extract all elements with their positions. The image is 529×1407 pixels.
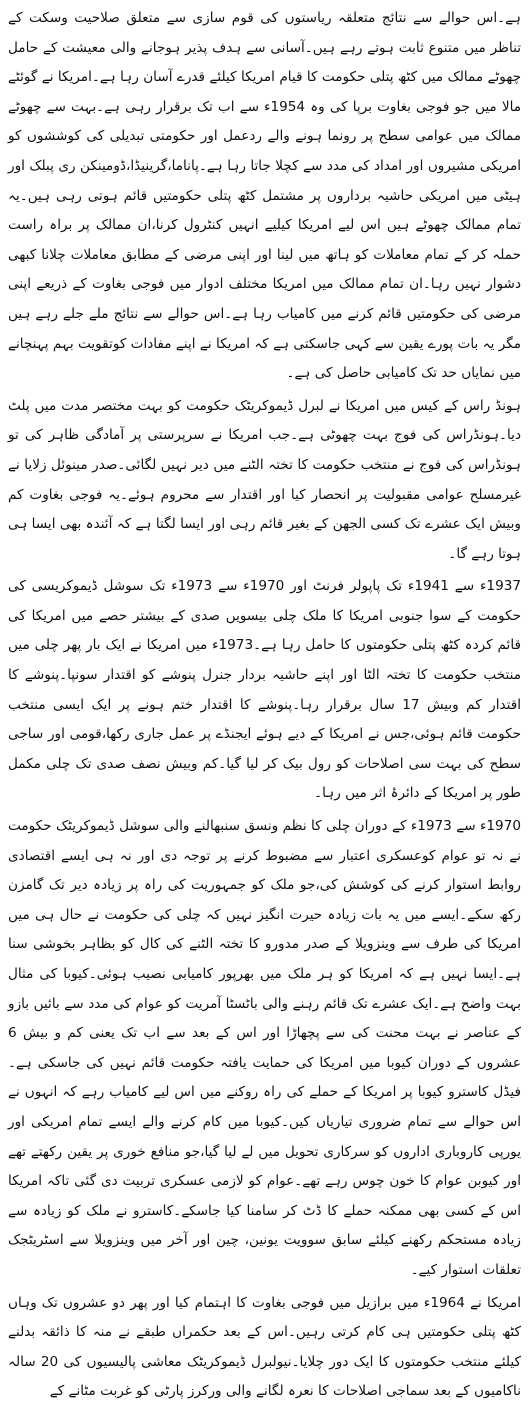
article-paragraph: 1970ء سے 1973ء کے دوران چلی کا نظم ونسق سنبھالنے والی سوشل ڈیموکریٹک حکومت نے نہ تو عوام کوعسکری اعتبار سے مضبوط کرنے پر توجہ دی اور نہ ہی ایسے اقتصادی روابط استوار کرنے کی کوشش کی،جو ملک کو جمہوریت کی راہ پر زیادہ دیر تک گامزن رکھ سکے۔ایسے میں یہ بات زیادہ حیرت انگیز نہیں کہ چلی کی حکومت نے حال ہی میں امریکا کی طرف سے وینزویلا کے صدر مدورو کا تختہ الٹنے کی کال کو بظاہر بخوشی سنا ہے۔ایسا نہیں ہے کہ امریکا کو ہر ملک میں بھرپور کامیابی نصیب ہوئی۔کیوبا کی مثال بہت واضح ہے۔ایک عشرے تک قائم رہنے والی باٹسٹا آمریت کو عوام کی مدد سے بائیں بازو کے عناصر نے بہت محنت کی سے پچھاڑا اور اس کے بعد سے اب تک یعنی کم و بیش 6 عشروں کے دوران کیوبا میں امریکا کی حمایت یافتہ حکومت قائم نہیں کی جاسکی ہے۔فیڈل کاسترو کیوبا پر امریکا کے حملے کی راہ روکنے میں اس لیے کامیاب رہے کہ انہوں نے اس حوالے سے تمام ضروری تیاریاں کیں۔کیوبا میں کام کرنے والے ایسے تمام امریکی اور یورپی کاروباری اداروں کو سرکاری تحویل میں لے لیا گیا،جو منافع خوری پر یقین رکھتے تھے اور کیوبن عوام کا خون چوس رہے تھے۔عوام کو لازمی عسکری تربیت دی گئی تاکہ امریکا اس کے کسی بھی ممکنہ حملے کا ڈٹ کر سامنا کیا جاسکے۔کاسترو نے ملک کو زیادہ سے زیادہ مستحکم رکھنے کیلئے سابق سوویت یونین، چین اور آخر میں وینزویلا سے اسٹریٹجک تعلقات استوار کیے۔ xyxy=(8,818,521,1278)
article-paragraph: ہونڈ راس کے کیس میں امریکا نے لبرل ڈیموکریٹک حکومت کو بہت مختصر مدت میں پلٹ دیا۔ہونڈراس کی فوج بہت چھوٹی ہے۔جب امریکا نے سرپرستی پر آمادگی ظاہر کی تو ہونڈراس کی فوج نے منتخب حکومت کا تختہ الٹنے میں دیر نہیں لگائی۔صدر مینوئل زلایا نے غیرمسلح عوامی مقبولیت پر انحصار کیا اور اقتدار سے محروم ہوئے۔یہ فوجی بغاوت کم وبیش ایک عشرے تک کسی الجھن کے بغیر قائم رہی اور ایسا لگتا ہے کہ آئندہ بھی ایسا ہی ہوتا رہے گا۔ xyxy=(8,397,521,562)
article-paragraph: ہے۔اس حوالے سے نتائج متعلقہ ریاستوں کی قوم سازی سے متعلق صلاحیت وسکت کے تناظر میں متنوع ثابت ہوتے رہے ہیں۔آسانی سے ہدف پذیر ہوجانے والی معیشت کے حامل چھوٹے ممالک میں کٹھ پتلی حکومت کا قیام امریکا کیلئے قدرے آسان رہا ہے۔امریکا نے گوئٹے مالا میں جو فوجی بغاوت برپا کی وہ 1954ء سے اب تک برقرار رہی ہے۔بہت سے چھوٹے ممالک میں عوامی سطح پر رونما ہونے والے ردعمل اور حکومتی تبدیلی کی کوششوں کو امریکی مشیروں اور امداد کی مدد سے کچلا جاتا رہا ہے۔پاناما،گرینیڈا،ڈومینکن ری پبلک اور ہیٹی میں امریکی حاشیہ برداروں پر مشتمل کٹھ پتلی حکومتیں قائم ہوتی رہی ہیں۔یہ تمام ممالک چھوٹے ہیں اس لیے امریکا کیلیے انہیں کنٹرول کرنا،ان ممالک پر براہ راست حملہ کر کے تمام معاملات کو ہاتھ میں لینا اور اپنی مرضی کے مطابق معاملات چلانا کبھی دشوار نہیں رہا۔ان تمام ممالک میں امریکا مختلف ادوار میں فوجی بغاوت کے ذریعے اپنی مرضی کی حکومتیں قائم کرنے میں کامیاب رہا ہے۔اس حوالے سے نتائج ملے جلے رہے ہیں مگر یہ بات پورے یقین سے کہی جاسکتی ہے کہ امریکا نے اپنے مفادات کوتقویت بہم پہنچانے میں نمایاں حد تک کامیابی حاصل کی ہے۔ xyxy=(8,10,521,382)
article-paragraph: امریکا نے 1964ء میں برازیل میں فوجی بغاوت کا اہتمام کیا اور پھر دو عشروں تک وہاں کٹھ پتلی حکومتیں ہی کام کرتی رہیں۔اس کے بعد حکمراں طبقے نے منہ کا ذائقہ بدلنے کیلئے منتخب حکومتوں کا ایک دور چلایا۔نیولبرل ڈیموکریٹک معاشی پالیسیوں کی 20 سالہ ناکامیوں کے بعد سماجی اصلاحات کا نعرہ لگانے والی ورکرز پارٹی کو غربت مٹانے کے xyxy=(8,1294,521,1400)
article-paragraph: 1937ء سے 1941ء تک پاپولر فرنٹ اور 1970ء سے 1973ء تک سوشل ڈیموکریسی کی حکومت کے سوا جنوبی امریکا کا ملک چلی بیسویں صدی کے بیشتر حصے میں امریکا کی قائم کردہ کٹھ پتلی حکومتوں کا حامل رہا ہے۔1973ء میں امریکا نے ایک بار پھر چلی میں منتخب حکومت کا تختہ الٹا اور اپنے حاشیہ بردار جنرل پنوشے کو اقتدار سونپا۔پنوشے کا اقتدار کم وبیش 17 سال برقرار رہا۔پنوشے کا اقتدار ختم ہونے پر ایک ایسی منتخب حکومت قائم ہوئی،جس نے امریکا کے دیے ہوئے ایجنڈے پر عمل جاری رکھا،قومی اور ساجی سطح کی بہت سی اصلاحات کو رول بیک کر لیا گیا۔کم وبیش نصف صدی تک چلی مکمل طور پر امریکا کے دائرۂ اثر میں رہا۔ xyxy=(8,578,522,802)
